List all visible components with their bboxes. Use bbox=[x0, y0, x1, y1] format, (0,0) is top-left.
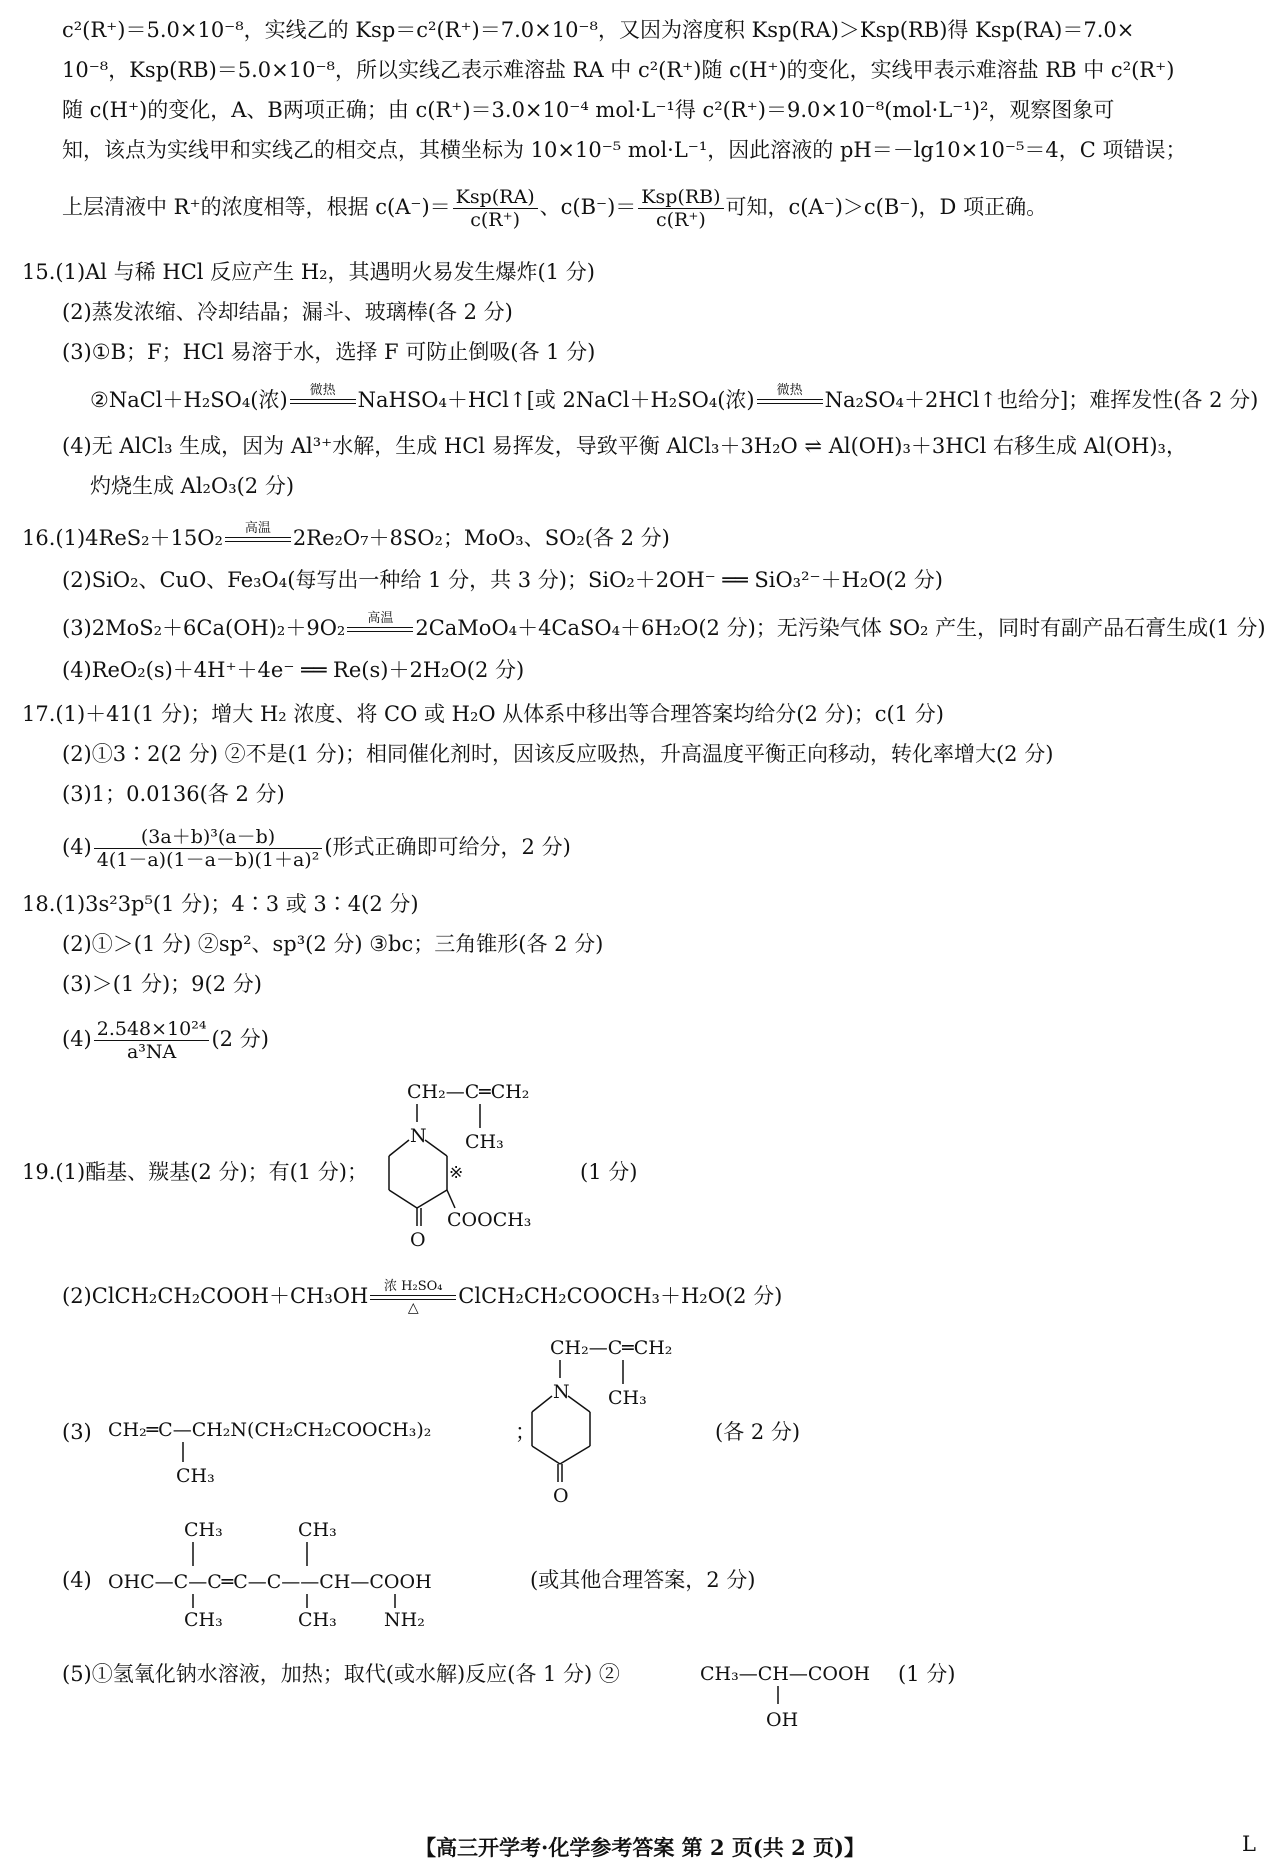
equals-bar bbox=[757, 399, 823, 404]
answer-line bbox=[22, 522, 670, 557]
equation-right: ClCH₂CH₂COOCH₃＋H₂O(2 分) bbox=[458, 1284, 783, 1308]
answer-line: (4)ReO₂(s)＋4H⁺＋4e⁻ ══ Re(s)＋2H₂O(2 分) bbox=[62, 658, 525, 682]
structure-drawing bbox=[528, 1326, 728, 1516]
text-fragment: (4) bbox=[62, 1027, 92, 1051]
reaction-arrow bbox=[223, 522, 293, 557]
structure-drawing bbox=[108, 1512, 538, 1632]
structure-label: CH₃ bbox=[608, 1387, 647, 1409]
equation-right: NaHSO₄＋HCl↑[或 2NaCl＋H₂SO₄(浓) bbox=[357, 388, 755, 412]
answer-line bbox=[62, 826, 571, 871]
fraction bbox=[638, 186, 723, 231]
fraction-denominator: 4(1－a)(1－a－b)(1＋a)² bbox=[96, 849, 320, 871]
chemical-structure bbox=[700, 1652, 890, 1736]
equals-bar bbox=[225, 537, 291, 542]
text-fragment: 、c(B⁻)＝ bbox=[539, 195, 637, 219]
reaction-condition: 高温 bbox=[244, 521, 271, 536]
equation-right: 2Re₂O₇＋8SO₂；MoO₃、SO₂(各 2 分) bbox=[292, 526, 670, 550]
answer-line: 15.(1)Al 与稀 HCl 反应产生 H₂，其遇明火易发生爆炸(1 分) bbox=[22, 260, 595, 284]
answer-line: (1 分) bbox=[898, 1662, 956, 1686]
fraction bbox=[94, 1018, 210, 1063]
text-line: 10⁻⁸，Ksp(RB)＝5.0×10⁻⁸，所以实线乙表示难溶盐 RA 中 c²(R⁺)随 c(H⁺)的变化，实线甲表示难溶盐 RB 中 c²(R⁺) bbox=[62, 58, 1175, 82]
answer-line bbox=[62, 612, 1266, 647]
structure-label: N bbox=[410, 1125, 427, 1147]
answer-line: (2)①＞(1 分) ②sp²、sp³(2 分) ③bc；三角锥形(各 2 分) bbox=[62, 932, 604, 956]
structure-label: CH₃ bbox=[298, 1609, 337, 1631]
corner-mark: L bbox=[1242, 1832, 1256, 1856]
answer-line: (2)①3∶2(2 分) ②不是(1 分)；相同催化剂时，因该反应吸热，升高温度平衡正向移动，转化率增大(2 分) bbox=[62, 742, 1054, 766]
answer-line: (1 分) bbox=[580, 1160, 638, 1184]
structure-label: O bbox=[410, 1229, 426, 1251]
text-line: 知，该点为实线甲和实线乙的相交点，其横坐标为 10×10⁻⁵ mol·L⁻¹，因此溶液的 pH＝－lg10×10⁻⁵＝4，C 项错误； bbox=[62, 138, 1187, 162]
reaction-arrow bbox=[345, 612, 415, 647]
reaction-condition: 浓 H₂SO₄ bbox=[384, 1279, 443, 1294]
fraction-denominator: c(R⁺) bbox=[655, 209, 706, 231]
structure-label: N bbox=[553, 1381, 570, 1403]
fraction-denominator: c(R⁺) bbox=[470, 209, 521, 231]
structure-label: OHC—C—C═C—C——CH—COOH bbox=[108, 1571, 432, 1593]
equation-left: 16.(1)4ReS₂＋15O₂ bbox=[22, 526, 223, 550]
chemical-structure bbox=[528, 1326, 728, 1520]
structure-label: CH₂—C═CH₂ bbox=[407, 1081, 530, 1103]
answer-line: (3)＞(1 分)；9(2 分) bbox=[62, 972, 262, 996]
fraction-numerator: 2.548×10²⁴ bbox=[94, 1018, 210, 1041]
equation-left: (2)ClCH₂CH₂COOH＋CH₃OH bbox=[62, 1284, 369, 1308]
answer-line: (3)1；0.0136(各 2 分) bbox=[62, 782, 285, 806]
text-fragment: (形式正确即可给分，2 分) bbox=[324, 835, 571, 859]
structure-label: CH₃ bbox=[184, 1519, 223, 1541]
fraction-numerator: (3a＋b)³(a－b) bbox=[94, 826, 323, 849]
reaction-arrow bbox=[288, 384, 358, 419]
text-fragment: (4) bbox=[62, 835, 92, 859]
answer-line bbox=[62, 1018, 269, 1063]
equals-bar bbox=[347, 627, 413, 632]
fraction bbox=[453, 186, 538, 231]
answer-line: (4) bbox=[62, 1568, 92, 1592]
answer-line bbox=[90, 384, 1258, 419]
structure-label: CH₃ bbox=[184, 1609, 223, 1631]
fraction-numerator: Ksp(RA) bbox=[453, 186, 538, 209]
equation-left: (3)2MoS₂＋6Ca(OH)₂＋9O₂ bbox=[62, 616, 346, 640]
fraction bbox=[94, 826, 323, 871]
answer-line: 18.(1)3s²3p⁵(1 分)；4∶3 或 3∶4(2 分) bbox=[22, 892, 419, 916]
fraction-numerator: Ksp(RB) bbox=[638, 186, 723, 209]
equation-right: 2CaMoO₄＋4CaSO₄＋6H₂O(2 分)；无污染气体 SO₂ 产生，同时有副产品石膏生成(1 分) bbox=[415, 616, 1266, 640]
answer-line: (3)①B；F；HCl 易溶于水，选择 F 可防止倒吸(各 1 分) bbox=[62, 340, 596, 364]
structure-label: NH₂ bbox=[384, 1609, 425, 1631]
structure-label: CH₂—C═CH₂ bbox=[550, 1337, 673, 1359]
equals-bar bbox=[290, 399, 356, 404]
reaction-condition: 高温 bbox=[367, 611, 394, 626]
structure-label: CH₃—CH—COOH bbox=[700, 1663, 871, 1685]
chemical-structure bbox=[108, 1408, 508, 1492]
answer-line: (3) bbox=[62, 1420, 92, 1444]
reaction-arrow bbox=[368, 1280, 458, 1315]
text-fragment: 上层清液中 R⁺的浓度相等，根据 c(A⁻)＝ bbox=[62, 195, 451, 219]
structure-drawing bbox=[385, 1070, 595, 1260]
answer-line: 19.(1)酯基、羰基(2 分)；有(1 分)； bbox=[22, 1160, 368, 1184]
answer-line: (5)①氢氧化钠水溶液，加热；取代(或水解)反应(各 1 分) ② bbox=[62, 1662, 620, 1686]
chiral-mark: ※ bbox=[449, 1163, 464, 1183]
structure-drawing bbox=[700, 1652, 890, 1732]
reaction-condition: △ bbox=[407, 1300, 419, 1316]
answer-line: 灼烧生成 Al₂O₃(2 分) bbox=[90, 474, 295, 498]
equation-right: Na₂SO₄＋2HCl↑也给分]；难挥发性(各 2 分) bbox=[824, 388, 1259, 412]
answer-line: 17.(1)＋41(1 分)；增大 H₂ 浓度、将 CO 或 H₂O 从体系中移出等合理答案均给分(2 分)；c(1 分) bbox=[22, 702, 944, 726]
reaction-condition: 微热 bbox=[309, 383, 336, 398]
structure-label: CH₃ bbox=[176, 1465, 215, 1487]
answer-line: (或其他合理答案，2 分) bbox=[530, 1568, 756, 1592]
reaction-arrow bbox=[755, 384, 825, 419]
structure-label: O bbox=[553, 1485, 569, 1507]
page-footer: 【高三开学考·化学参考答案 第 2 页(共 2 页)】 bbox=[415, 1835, 865, 1860]
answer-line bbox=[62, 1280, 782, 1315]
separator: ； bbox=[515, 1420, 536, 1444]
chemical-structure bbox=[108, 1512, 538, 1636]
structure-label: OH bbox=[766, 1709, 799, 1731]
reaction-condition: 微热 bbox=[776, 383, 803, 398]
structure-label: CH₃ bbox=[465, 1131, 504, 1153]
structure-drawing bbox=[108, 1408, 508, 1488]
structure-label: CH₃ bbox=[298, 1519, 337, 1541]
text-line: c²(R⁺)＝5.0×10⁻⁸，实线乙的 Ksp＝c²(R⁺)＝7.0×10⁻⁸，又因为溶度积 Ksp(RA)＞Ksp(RB)得 Ksp(RA)＝7.0× bbox=[62, 18, 1135, 42]
structure-label: COOCH₃ bbox=[447, 1209, 532, 1231]
text-fragment: 可知，c(A⁻)＞c(B⁻)，D 项正确。 bbox=[725, 195, 1048, 219]
text-fragment: (2 分) bbox=[211, 1027, 269, 1051]
answer-line: (各 2 分) bbox=[715, 1420, 801, 1444]
answer-line: (4)无 AlCl₃ 生成，因为 Al³⁺水解，生成 HCl 易挥发，导致平衡 AlCl₃＋3H₂O ⇌ Al(OH)₃＋3HCl 右移生成 Al(OH)₃， bbox=[62, 434, 1187, 458]
text-line bbox=[62, 186, 1047, 231]
fraction-denominator: a³NA bbox=[126, 1041, 177, 1063]
equation-left: ②NaCl＋H₂SO₄(浓) bbox=[90, 388, 288, 412]
chemical-structure bbox=[385, 1070, 595, 1264]
answer-line: (2)SiO₂、CuO、Fe₃O₄(每写出一种给 1 分，共 3 分)；SiO₂＋2OH⁻ ══ SiO₃²⁻＋H₂O(2 分) bbox=[62, 568, 943, 592]
answer-line: (2)蒸发浓缩、冷却结晶；漏斗、玻璃棒(各 2 分) bbox=[62, 300, 513, 324]
text-line: 随 c(H⁺)的变化，A、B两项正确；由 c(R⁺)＝3.0×10⁻⁴ mol·L⁻¹得 c²(R⁺)＝9.0×10⁻⁸(mol·L⁻¹)²，观察图象可 bbox=[62, 98, 1115, 122]
structure-label: CH₂═C—CH₂N(CH₂CH₂COOCH₃)₂ bbox=[108, 1419, 432, 1441]
